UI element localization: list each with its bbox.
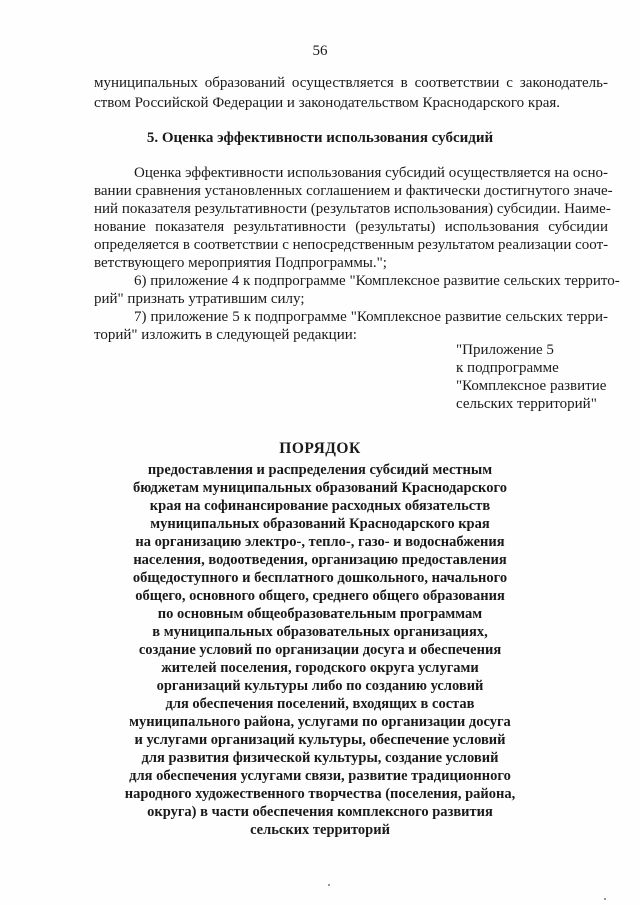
intro-line: ством Российской Федерации и законодательством Краснодарского края. <box>94 95 560 111</box>
subtitle-line: округа) в части обеспечения комплексного развития <box>147 804 493 820</box>
appendix-line: "Приложение 5 <box>456 342 554 358</box>
subtitle-line: предоставления и распределения субсидий местным <box>147 462 493 478</box>
item-7-line: торий" изложить в следующей редакции: <box>94 327 357 343</box>
subtitle-line: на организацию электро-, тепло-, газо- и водоснабжения <box>135 534 505 550</box>
item-6-line: рий" признать утратившим силу; <box>94 291 305 307</box>
subtitle-line: сельских территорий <box>250 822 390 838</box>
document-title: ПОРЯДОК <box>279 440 361 457</box>
subtitle-line: общедоступного и бесплатного дошкольного, начального <box>132 570 508 586</box>
subtitle-line: муниципального района, услугами по организации досуга <box>129 714 511 730</box>
subtitle-line: для развития физической культуры, создание условий <box>141 750 499 766</box>
subtitle-line: населения, водоотведения, организацию предоставления <box>133 552 507 568</box>
subtitle-line: в муниципальных образовательных организациях, <box>152 624 488 640</box>
subtitle-line: по основным общеобразовательным программам <box>157 606 483 622</box>
appendix-line: "Комплексное развитие <box>456 378 607 394</box>
subtitle-line: общего, основного общего, среднего общего образования <box>135 588 505 604</box>
subtitle-line: народного художественного творчества (поселения, района, <box>124 786 516 802</box>
item-7-line: 7) приложение 5 к подпрограмме "Комплексное развитие сельских терри- <box>134 309 608 325</box>
subtitle-line: жителей поселения, городского округа услугами <box>161 660 479 676</box>
subtitle-line: для обеспечения услугами связи, развитие традиционного <box>129 768 511 784</box>
subtitle-line: и услугами организаций культуры, обеспечение условий <box>134 732 506 748</box>
scan-speck <box>604 898 606 900</box>
subtitle-line: бюджетам муниципальных образований Краснодарского <box>133 480 507 496</box>
paragraph-line: Оценка эффективности использования субсидий осуществляется на осно- <box>134 165 608 181</box>
intro-line: муниципальных образований осуществляется в соответствии с законодатель- <box>94 75 608 91</box>
appendix-line: к подпрограмме <box>456 360 559 376</box>
subtitle-line: края на софинансирование расходных обязательств <box>149 498 491 514</box>
page-number: 56 <box>312 43 328 59</box>
appendix-line: сельских территорий" <box>456 396 597 412</box>
paragraph-line: нование показателя результативности (результаты) использования субсидии <box>94 219 608 235</box>
section-heading: 5. Оценка эффективности использования субсидий <box>146 130 494 146</box>
subtitle-line: муниципальных образований Краснодарского края <box>150 516 490 532</box>
scan-speck <box>328 884 330 886</box>
paragraph-line: вании сравнения установленных соглашением и фактически достигнутого значе- <box>94 183 613 199</box>
paragraph-line: ветствующего мероприятия Подпрограммы."; <box>94 255 387 271</box>
subtitle-line: создание условий по организации досуга и обеспечения <box>138 642 502 658</box>
paragraph-line: определяется в соответствии с непосредственным результатом реализации соот- <box>94 237 609 253</box>
subtitle-line: организаций культуры либо по созданию условий <box>156 678 484 694</box>
paragraph-line: ний показателя результативности (результатов использования) субсидии. Наиме- <box>94 201 611 217</box>
subtitle-line: для обеспечения поселений, входящих в состав <box>165 696 475 712</box>
item-6-line: 6) приложение 4 к подпрограмме "Комплексное развитие сельских террито- <box>134 273 620 289</box>
